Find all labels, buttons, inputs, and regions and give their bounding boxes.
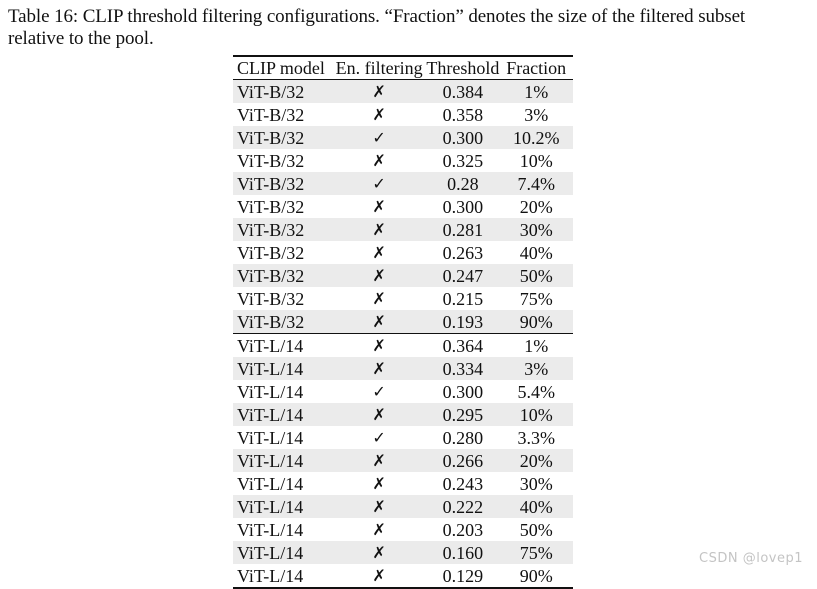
cell-clip-model: ViT-L/14	[233, 334, 332, 358]
cell-threshold: 0.266	[426, 449, 499, 472]
cell-fraction: 10.2%	[499, 126, 573, 149]
cross-mark-icon: ✗	[372, 566, 386, 585]
config-table	[233, 55, 573, 589]
table-row	[233, 218, 573, 241]
cell-fraction: 30%	[519, 473, 553, 494]
cell-fraction: 50%	[499, 264, 573, 287]
caption-line-2: relative to the pool.	[8, 28, 154, 49]
check-mark-icon: ✓	[372, 382, 386, 401]
table-row	[233, 80, 573, 104]
caption-line-1: Table 16: CLIP threshold filtering configurations. “Fraction” denotes the size of the filtered subset	[8, 6, 746, 27]
cell-clip-model: ViT-B/32	[233, 310, 332, 334]
cell-fraction: 30%	[499, 218, 573, 241]
cell-clip-model: ViT-B/32	[237, 196, 305, 217]
table-caption	[8, 6, 813, 50]
cell-threshold: 0.300	[442, 381, 484, 402]
cell-threshold: 0.334	[426, 357, 499, 380]
cell-threshold: 0.193	[426, 310, 499, 334]
table-row	[233, 310, 573, 334]
cross-mark-icon: ✗	[372, 474, 386, 493]
check-mark-icon: ✓	[372, 174, 386, 193]
cell-fraction: 40%	[519, 242, 553, 263]
table-row	[233, 403, 573, 426]
cell-threshold: 0.300	[426, 126, 499, 149]
cell-clip-model: ViT-B/32	[233, 264, 332, 287]
cell-threshold: 0.247	[426, 264, 499, 287]
table-body	[233, 80, 573, 589]
cell-fraction: 20%	[519, 196, 553, 217]
check-mark-icon: ✓	[372, 428, 386, 447]
cell-en-filtering	[332, 426, 427, 449]
header-fraction: Fraction	[506, 58, 567, 78]
cell-en-filtering	[332, 310, 427, 334]
cross-mark-icon: ✗	[372, 197, 386, 216]
cross-mark-icon: ✗	[372, 220, 386, 239]
cell-fraction: 1%	[499, 80, 573, 104]
table-row	[233, 172, 573, 195]
cell-en-filtering	[332, 264, 427, 287]
cell-en-filtering	[332, 449, 427, 472]
cross-mark-icon: ✗	[372, 151, 386, 170]
table-row	[233, 264, 573, 287]
cell-threshold: 0.325	[442, 150, 484, 171]
cell-en-filtering	[332, 149, 427, 172]
cell-threshold: 0.129	[426, 564, 499, 588]
cell-en-filtering	[332, 403, 427, 426]
cell-fraction: 75%	[519, 288, 553, 309]
cell-clip-model: ViT-B/32	[233, 172, 332, 195]
table-row	[233, 103, 573, 126]
cell-clip-model: ViT-B/32	[237, 288, 305, 309]
cell-threshold: 0.300	[442, 196, 484, 217]
cell-threshold: 0.160	[426, 541, 499, 564]
cell-threshold: 0.203	[442, 519, 484, 540]
config-table-wrapper	[233, 55, 573, 589]
cell-clip-model: ViT-L/14	[237, 519, 304, 540]
cell-clip-model: ViT-B/32	[237, 150, 305, 171]
cross-mark-icon: ✗	[372, 497, 386, 516]
cross-mark-icon: ✗	[372, 266, 386, 285]
cross-mark-icon: ✗	[372, 451, 386, 470]
table-header	[233, 56, 573, 80]
cross-mark-icon: ✗	[372, 359, 386, 378]
cell-clip-model: ViT-L/14	[237, 473, 304, 494]
cell-en-filtering	[332, 172, 427, 195]
check-mark-icon: ✓	[372, 128, 386, 147]
cross-mark-icon: ✗	[372, 312, 386, 331]
cell-clip-model: ViT-B/32	[237, 104, 305, 125]
table-row	[233, 126, 573, 149]
cell-en-filtering	[332, 380, 427, 403]
watermark: CSDN @lovep1	[699, 551, 803, 566]
cross-mark-icon: ✗	[372, 543, 386, 562]
cell-en-filtering	[332, 218, 427, 241]
table-row	[233, 449, 573, 472]
cell-clip-model: ViT-L/14	[233, 449, 332, 472]
cell-threshold: 0.358	[442, 104, 484, 125]
cell-clip-model: ViT-L/14	[237, 381, 304, 402]
cell-en-filtering	[332, 195, 427, 218]
header-threshold: Threshold	[426, 58, 500, 78]
cross-mark-icon: ✗	[372, 243, 386, 262]
cell-fraction: 7.4%	[499, 172, 573, 195]
cell-en-filtering	[332, 241, 427, 264]
table-row	[233, 564, 573, 588]
table-row	[233, 287, 573, 310]
cell-clip-model: ViT-L/14	[233, 495, 332, 518]
cell-threshold: 0.215	[442, 288, 484, 309]
cell-en-filtering	[332, 126, 427, 149]
cell-clip-model: ViT-B/32	[233, 126, 332, 149]
cell-fraction: 10%	[499, 403, 573, 426]
cell-threshold: 0.384	[426, 80, 499, 104]
table-row	[233, 195, 573, 218]
cross-mark-icon: ✗	[372, 336, 386, 355]
table-row	[233, 334, 573, 358]
cell-en-filtering	[332, 541, 427, 564]
cell-clip-model: ViT-L/14	[233, 541, 332, 564]
table-row	[233, 357, 573, 380]
cell-clip-model: ViT-L/14	[233, 403, 332, 426]
cell-fraction: 3.3%	[517, 427, 555, 448]
cell-threshold: 0.263	[442, 242, 484, 263]
cell-threshold: 0.295	[426, 403, 499, 426]
cell-fraction: 75%	[499, 541, 573, 564]
cell-threshold: 0.364	[426, 334, 499, 358]
cell-fraction: 5.4%	[517, 381, 555, 402]
cell-threshold: 0.281	[426, 218, 499, 241]
cell-threshold: 0.28	[426, 172, 499, 195]
cell-en-filtering	[332, 472, 427, 495]
cell-fraction: 90%	[499, 564, 573, 588]
table-row	[233, 518, 573, 541]
table-row	[233, 541, 573, 564]
cell-clip-model: ViT-B/32	[233, 218, 332, 241]
cell-threshold: 0.243	[442, 473, 484, 494]
cell-en-filtering	[332, 80, 427, 104]
cell-en-filtering	[332, 334, 427, 358]
cross-mark-icon: ✗	[372, 520, 386, 539]
table-row	[233, 380, 573, 403]
header-clip-model: CLIP model	[237, 58, 325, 78]
cell-fraction: 3%	[524, 104, 549, 125]
cell-clip-model: ViT-L/14	[233, 357, 332, 380]
cross-mark-icon: ✗	[372, 105, 386, 124]
cell-en-filtering	[332, 518, 427, 541]
table-row	[233, 472, 573, 495]
cell-en-filtering	[332, 287, 427, 310]
cell-clip-model: ViT-B/32	[233, 80, 332, 104]
table-row	[233, 495, 573, 518]
cell-fraction: 1%	[499, 334, 573, 358]
cell-en-filtering	[332, 357, 427, 380]
header-row	[233, 56, 573, 80]
cell-fraction: 50%	[519, 519, 553, 540]
cell-clip-model: ViT-L/14	[233, 564, 332, 588]
cell-en-filtering	[332, 495, 427, 518]
cell-en-filtering	[332, 564, 427, 588]
cell-threshold: 0.222	[426, 495, 499, 518]
cell-clip-model: ViT-L/14	[237, 427, 304, 448]
cell-en-filtering	[332, 103, 427, 126]
cell-clip-model: ViT-B/32	[237, 242, 305, 263]
cross-mark-icon: ✗	[372, 82, 386, 101]
cross-mark-icon: ✗	[372, 405, 386, 424]
cell-threshold: 0.280	[442, 427, 484, 448]
cell-fraction: 20%	[499, 449, 573, 472]
cell-fraction: 40%	[499, 495, 573, 518]
cell-fraction: 10%	[519, 150, 553, 171]
cell-fraction: 90%	[499, 310, 573, 334]
cross-mark-icon: ✗	[372, 289, 386, 308]
table-row	[233, 241, 573, 264]
cell-fraction: 3%	[499, 357, 573, 380]
header-en-filtering: En. filtering	[335, 58, 423, 78]
table-row	[233, 149, 573, 172]
table-row	[233, 426, 573, 449]
